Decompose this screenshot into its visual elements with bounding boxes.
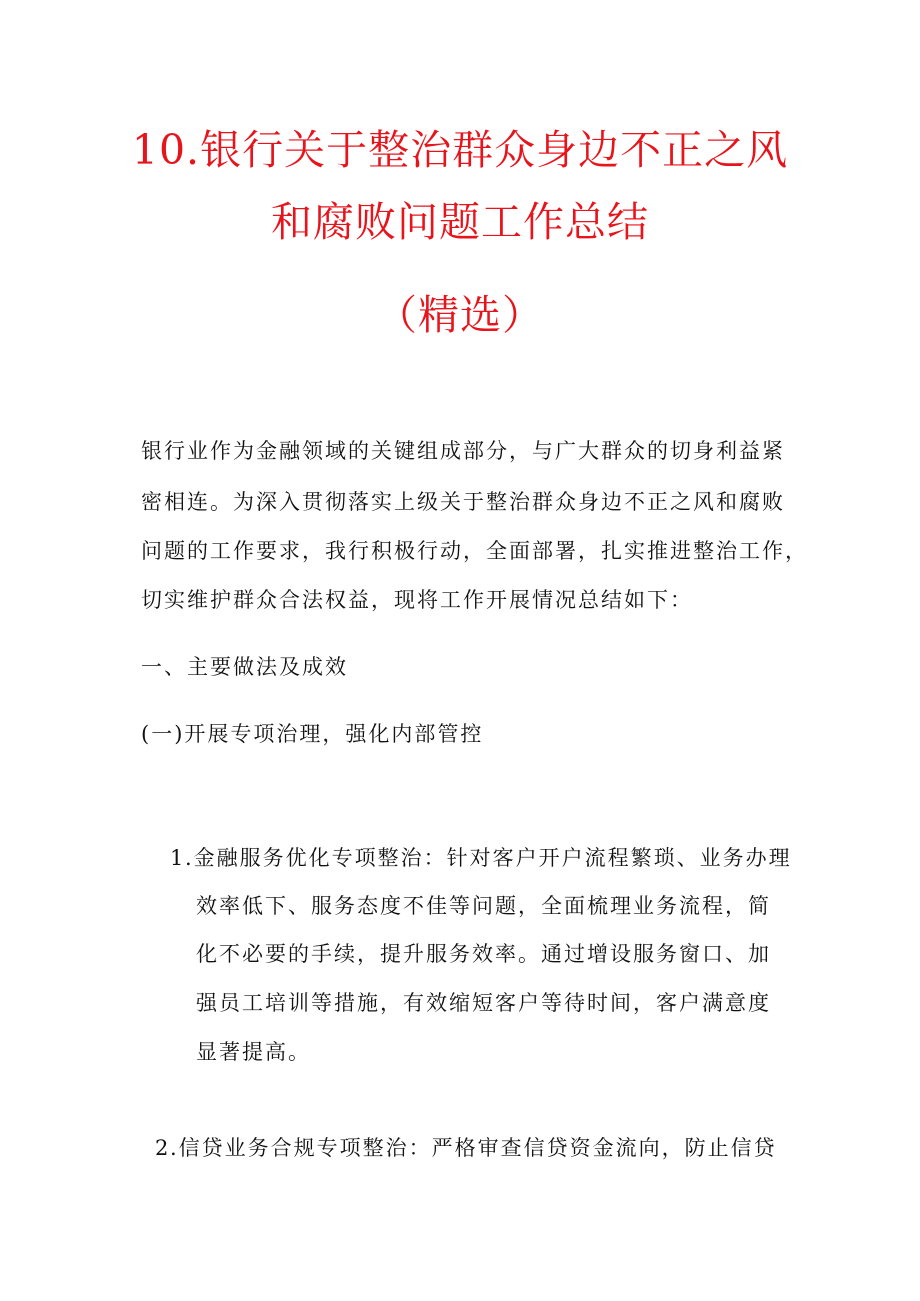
document-title-line-1: 10.银行关于整治群众身边不正之风	[131, 126, 789, 174]
intro-paragraph-line-3: 问题的工作要求，我行积极行动，全面部署，扎实推进整治工作，	[141, 539, 808, 563]
intro-paragraph-line-2: 密相连。为深入贯彻落实上级关于整治群众身边不正之风和腐败	[141, 490, 785, 514]
item-2-line-1: .信贷业务合规专项整治：严格审查信贷资金流向，防止信贷	[170, 1136, 777, 1160]
item-1-line-4: 强员工培训等措施，有效缩短客户等待时间，客户满意度	[196, 991, 771, 1015]
item-2-number: 2	[155, 1136, 169, 1160]
intro-paragraph-line-1: 银行业作为金融领域的关键组成部分，与广大群众的切身利益紧	[141, 439, 785, 463]
intro-paragraph-line-4: 切实维护群众合法权益，现将工作开展情况总结如下：	[141, 588, 693, 612]
item-1-line-2: 效率低下、服务态度不佳等问题，全面梳理业务流程，简	[196, 894, 771, 918]
item-1-line-3: 化不必要的手续，提升服务效率。通过增设服务窗口、加	[196, 942, 771, 966]
subsection-heading-1: (一)开展专项治理，强化内部管控	[141, 722, 484, 746]
item-1-number: 1	[170, 846, 184, 870]
item-1-line-1: .金融服务优化专项整治：针对客户开户流程繁琐、业务办理	[185, 846, 792, 870]
document-title-line-2: 和腐败问题工作总结	[271, 198, 649, 246]
item-1-line-5: 显著提高。	[196, 1040, 311, 1064]
document-title-line-3: （精选）	[376, 291, 544, 339]
section-heading-1: 一、主要做法及成效	[141, 655, 348, 679]
